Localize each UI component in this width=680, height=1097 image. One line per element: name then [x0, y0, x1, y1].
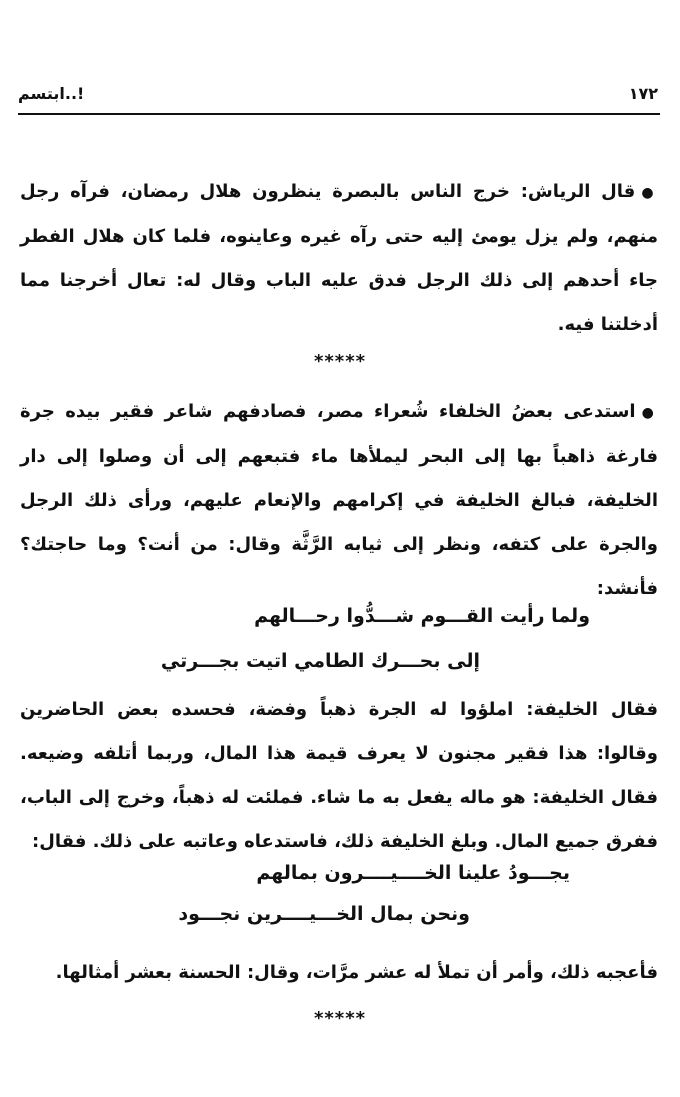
paragraph-conclusion: فأعجبه ذلك، وأمر أن تملأ له عشر مرَّات، وقال: الحسنة بعشر أمثالها.	[55, 962, 658, 983]
paragraph-text: استدعى بعضُ الخلفاء شُعراء مصر، فصادفهم شاعر فقير بيده جرة فارغة ذاهباً بها إلى البحر ليملأها ماء فتبعهم إلى أن وصلوا إلى دار الخليفة، فبالغ الخليفة في إكرامهم والإنعام عليهم، ورأى ذلك الرجل والجرة على كتفه، ونظر إلى ثيابه الرَّثَّة وقال: من أنت؟ وما حاجتك؟ فأنشد:	[20, 401, 658, 599]
verse-line: ولما رأيت القـــوم شـــدُّوا رحـــالهم	[254, 605, 590, 627]
verse-line: يجـــودُ علينا الخــــيــــرون بمالهم	[256, 862, 570, 884]
paragraph-riyashi	[20, 170, 658, 347]
header-rule	[18, 113, 660, 115]
paragraph-caliph	[20, 390, 658, 611]
page-number: ١٧٢	[628, 84, 658, 103]
page-header	[18, 84, 658, 108]
book-title: ابتسم..!	[18, 84, 85, 103]
paragraph-caliph-reply: فقال الخليفة: املؤوا له الجرة ذهباً وفضة، فحسده بعض الحاضرين وقالوا: هذا فقير مجنون لا يعرف قيمة هذا المال، وربما أتلفه وضيعه. فقال الخليفة: هو ماله يفعل به ما شاء. فملئت له ذهباً، وخرج إلى الباب، ففرق جميع المال. وبلغ الخليفة ذلك، فاستدعاه وعاتبه على ذلك. فقال:	[20, 699, 658, 852]
section-separator: *****	[313, 351, 367, 372]
section-separator: *****	[313, 1008, 367, 1029]
bullet-icon: ●	[641, 185, 659, 201]
verse-line: ونحن بمال الخـــيــــرين نجـــود	[178, 903, 470, 925]
bullet-icon: ●	[641, 405, 659, 421]
paragraph-text: قال الرياش: خرج الناس بالبصرة ينظرون هلال رمضان، فرآه رجل منهم، ولم يزل يومئ إليه حتى رآه غيره وعاينوه، فلما كان هلال الفطر جاء أحدهم إلى ذلك الرجل فدق عليه الباب وقال له: تعال أخرجنا مما أدخلتنا فيه.	[20, 181, 658, 335]
verse-line: إلى بحـــرك الطامي اتيت بجـــرتي	[160, 650, 480, 672]
